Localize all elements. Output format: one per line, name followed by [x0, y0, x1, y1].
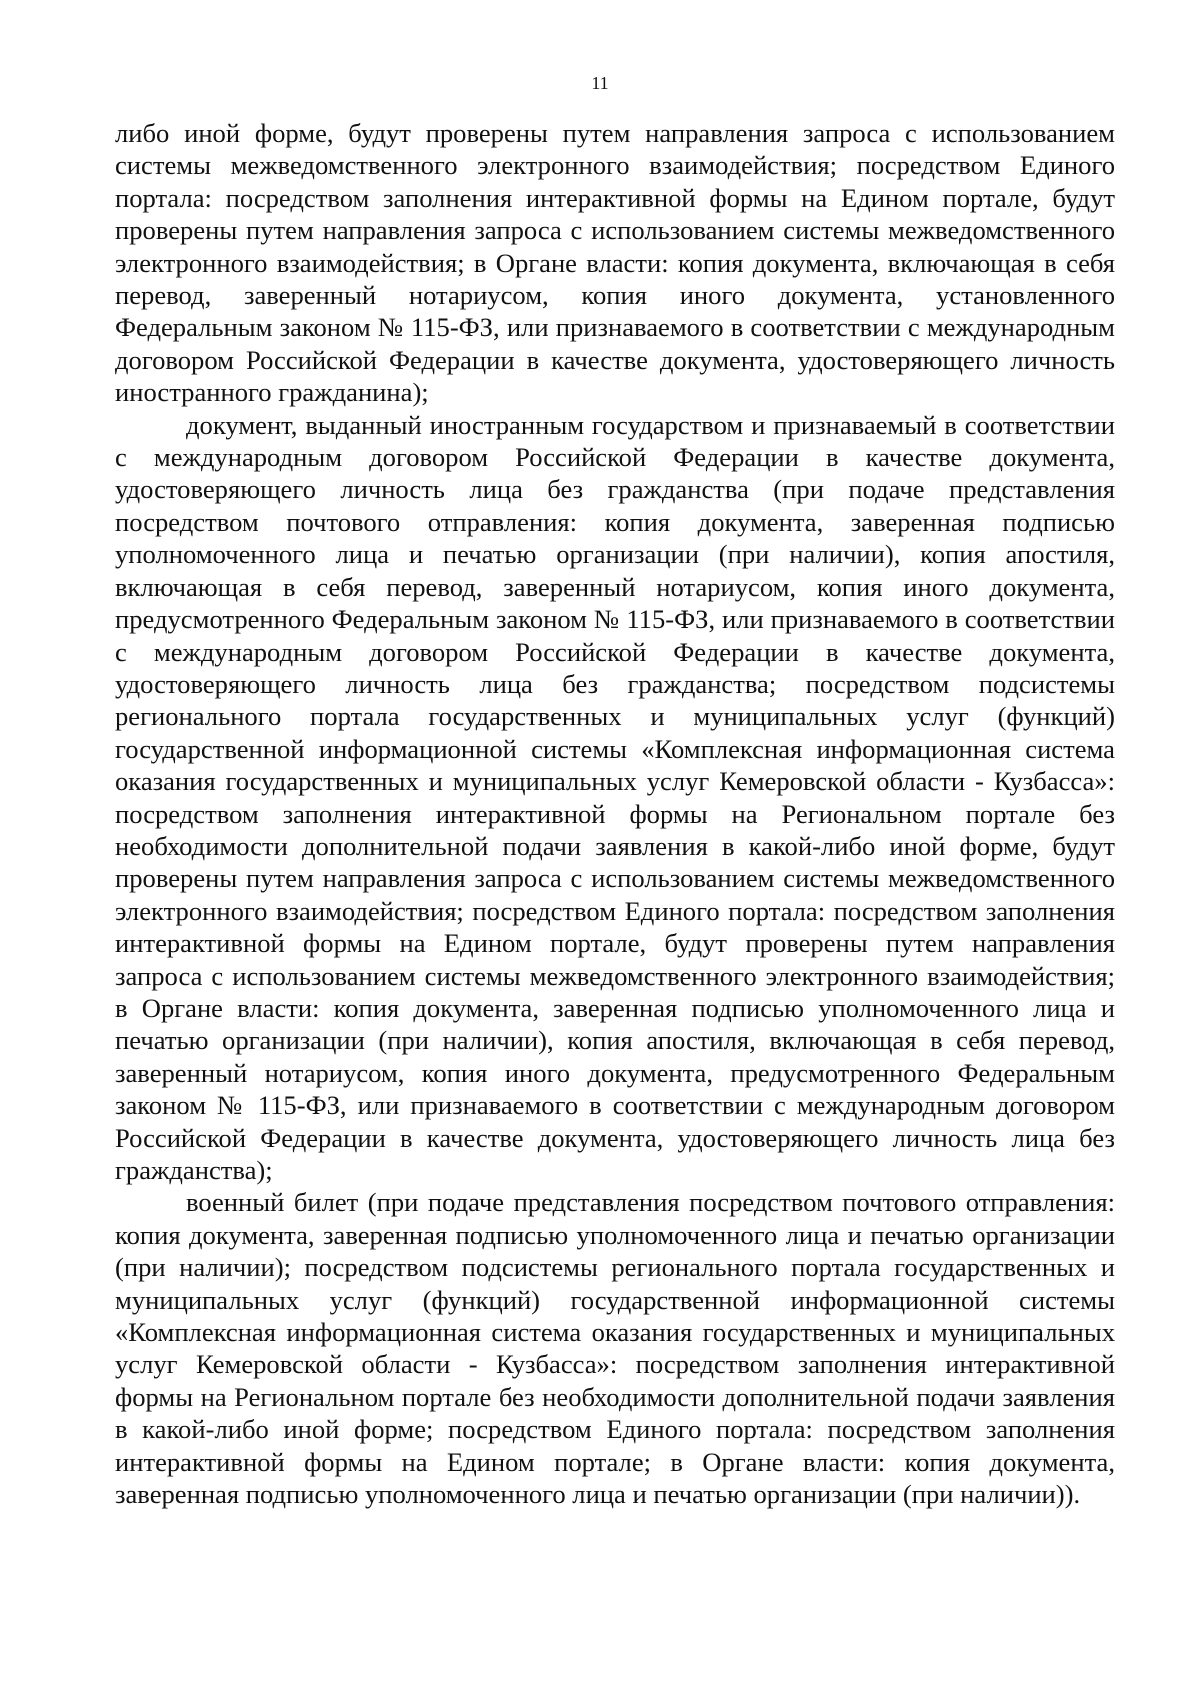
paragraph-military-id: военный билет (при подаче представления посредством почтового отправления: копия документа, заверенная подписью уполномоченного лица и печатью организации (при наличии); посредством подсистемы регионального портала государственных и муниципальных услуг (функций) государственной информационной системы «Комплексная информационная система оказания государственных и муниципальных услуг Кемеровской области - Кузбасса»: посредством заполнения интерактивной формы на Региональном портале без необходимости дополнительной подачи заявления в какой-либо иной форме; посредством Единого портала: посредством заполнения интерактивной формы на Едином портале; в Органе власти: копия документа, заверенная подписью уполномоченного лица и печатью организации (при наличии)).: [115, 1187, 1115, 1510]
document-body: [115, 117, 1115, 1510]
paragraph-continuation: либо иной форме, будут проверены путем направления запроса с использованием системы межведомственного электронного взаимодействия; посредством Единого портала: посредством заполнения интерактивной формы на Едином портале, будут проверены путем направления запроса с использованием системы межведомственного электронного взаимодействия; в Органе власти: копия документа, включающая в себя перевод, заверенный нотариусом, копия иного документа, установленного Федеральным законом № 115-ФЗ, или признаваемого в соответствии с международным договором Российской Федерации в качестве документа, удостоверяющего личность иностранного гражданина);: [115, 118, 1115, 408]
paragraph-stateless-person-document: документ, выданный иностранным государством и признаваемый в соответствии с международным договором Российской Федерации в качестве документа, удостоверяющего личность лица без гражданства (при подаче представления посредством почтового отправления: копия документа, заверенная подписью уполномоченного лица и печатью организации (при наличии), копия апостиля, включающая в себя перевод, заверенный нотариусом, копия иного документа, предусмотренного Федеральным законом № 115-ФЗ, или признаваемого в соответствии с международным договором Российской Федерации в качестве документа, удостоверяющего личность лица без гражданства; посредством подсистемы регионального портала государственных и муниципальных услуг (функций) государственной информационной системы «Комплексная информационная система оказания государственных и муниципальных услуг Кемеровской области - Кузбасса»: посредством заполнения интерактивной формы на Региональном портале без необходимости дополнительной подачи заявления в какой-либо иной форме, будут проверены путем направления запроса с использованием системы межведомственного электронного взаимодействия; посредством Единого портала: посредством заполнения интерактивной формы на Едином портале, будут проверены путем направления запроса с использованием системы межведомственного электронного взаимодействия; в Органе власти: копия документа, заверенная подписью уполномоченного лица и печатью организации (при наличии), копия апостиля, включающая в себя перевод, заверенный нотариусом, копия иного документа, предусмотренного Федеральным законом № 115-ФЗ, или признаваемого в соответствии с международным договором Российской Федерации в качестве документа, удостоверяющего личность лица без гражданства);: [115, 409, 1115, 1185]
page-number: 11: [591, 73, 609, 93]
